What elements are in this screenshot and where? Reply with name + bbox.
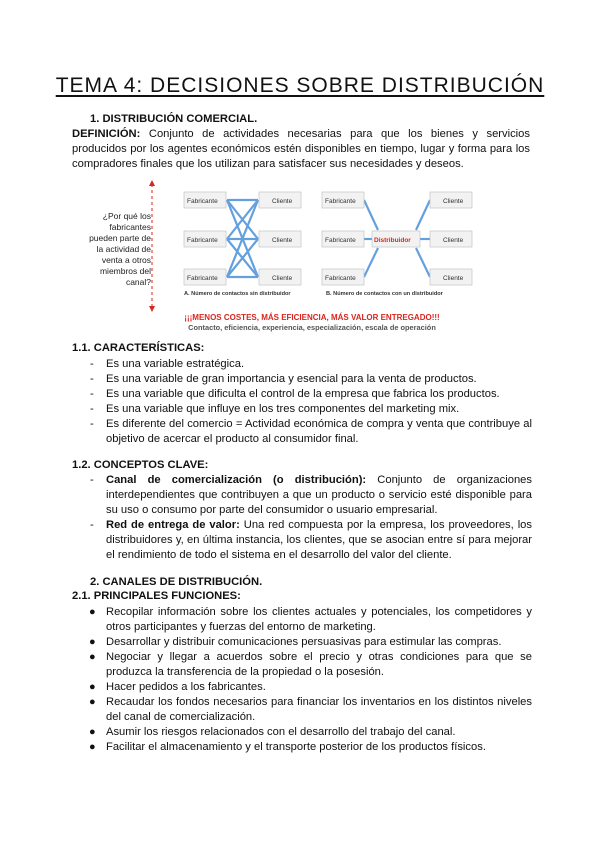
figure-subcaption: Contacto, eficiencia, experiencia, especialización, escala de operación [188,323,436,332]
arrow-down-icon [149,306,155,312]
distribution-figure [140,180,480,340]
section-1-2-heading: 1.2. CONCEPTOS CLAVE: [72,459,209,471]
figure-slogan: ¡¡¡MENOS COSTES, MÁS EFICIENCIA, MÁS VALOR ENTREGADO!!! [184,313,440,322]
distribuidor-label: Distribuidor [374,237,411,244]
fabricante-label: Fabricante [187,237,218,244]
functions-list [72,605,532,755]
definition-label: DEFINICIÓN: [72,128,141,140]
fabricante-label: Fabricante [325,237,356,244]
cliente-label: Cliente [272,237,293,244]
list-item: ● Negociar y llegar a acuerdos sobre el precio y otras condiciones para que se produzca la transferencia de la propiedad o la posesión. [89,651,532,678]
list-item: - Canal de comercialización (o distribución): Conjunto de organizaciones interdependientes que contribuyen a que un producto o servicio esté disponible para su uso o consumo por parte del consumidor o usuario empresarial. [90,474,532,516]
cliente-label: Cliente [443,198,464,205]
list-item: - Es una variable que influye en los tres componentes del marketing mix. [90,403,460,415]
list-item: - Es una variable estratégica. [90,358,245,370]
cliente-label: Cliente [272,198,293,205]
figure-question: ¿Por qué los fabricantes pueden parte de la actividad de venta a otros miembros del canal? [89,211,151,287]
section-2-1-heading: 2.1. PRINCIPALES FUNCIONES: [72,590,241,602]
list-item: - Es diferente del comercio = Actividad económica de compra y venta que contribuye al objetivo de acercar el producto al consumidor final. [90,418,532,445]
list-item: ● Recaudar los fondos necesarios para financiar los inventarios en los distintos niveles del canal de comercialización. [89,696,532,723]
cliente-label: Cliente [443,237,464,244]
diagram-a [184,192,301,297]
caption-a: A. Número de contactos sin distribuidor [184,291,291,297]
diagram-b [322,192,472,297]
cliente-label: Cliente [443,275,464,282]
fabricante-label: Fabricante [187,198,218,205]
list-item: - Red de entrega de valor: Una red compuesta por la empresa, los proveedores, los distribuidores y, en última instancia, los clientes, que se asocian entre sí para mejorar el rendimiento de todo el sistema en el desarrollo del valor del cliente. [90,519,532,561]
fabricante-label: Fabricante [325,198,356,205]
list-item: ● Hacer pedidos a los fabricantes. [89,681,266,693]
list-item: - Es una variable de gran importancia y esencial para la venta de productos. [90,373,477,385]
section-1-1-heading: 1.1. CARACTERÍSTICAS: [72,342,205,354]
list-item: ● Facilitar el almacenamiento y el transporte posterior de los productos físicos. [89,741,486,753]
list-item: ● Asumir los riesgos relacionados con el desarrollo del trabajo del canal. [89,726,456,738]
list-item: ● Desarrollar y distribuir comunicaciones persuasivas para estimular las compras. [89,636,502,648]
section-1-heading: 1. DISTRIBUCIÓN COMERCIAL. [90,113,258,125]
section-2-heading: 2. CANALES DE DISTRIBUCIÓN. [90,576,263,588]
arrow-up-icon [149,180,155,186]
caption-b: B. Número de contactos con un distribuidor [326,291,443,297]
cliente-label: Cliente [272,275,293,282]
list-item: ● Recopilar información sobre los clientes actuales y potenciales, los competidores y otros participantes y fuerzas del entorno de marketing. [89,606,532,633]
characteristics-list [72,357,532,447]
list-item: - Es una variable que dificulta el control de la empresa que fabrica los productos. [90,388,500,400]
definition-text: Conjunto de actividades necesarias para que los bienes y servicios producidos por los agentes económicos estén disponibles en tiempo, lugar y forma para los compradores finales que los utilizan para satisfacer sus necesidades y deseos. [72,128,530,170]
definition-paragraph [72,127,530,172]
fabricante-label: Fabricante [325,275,356,282]
fabricante-label: Fabricante [187,275,218,282]
page-title: TEMA 4: DECISIONES SOBRE DISTRIBUCIÓN [55,74,545,97]
key-concepts-list [72,473,532,563]
